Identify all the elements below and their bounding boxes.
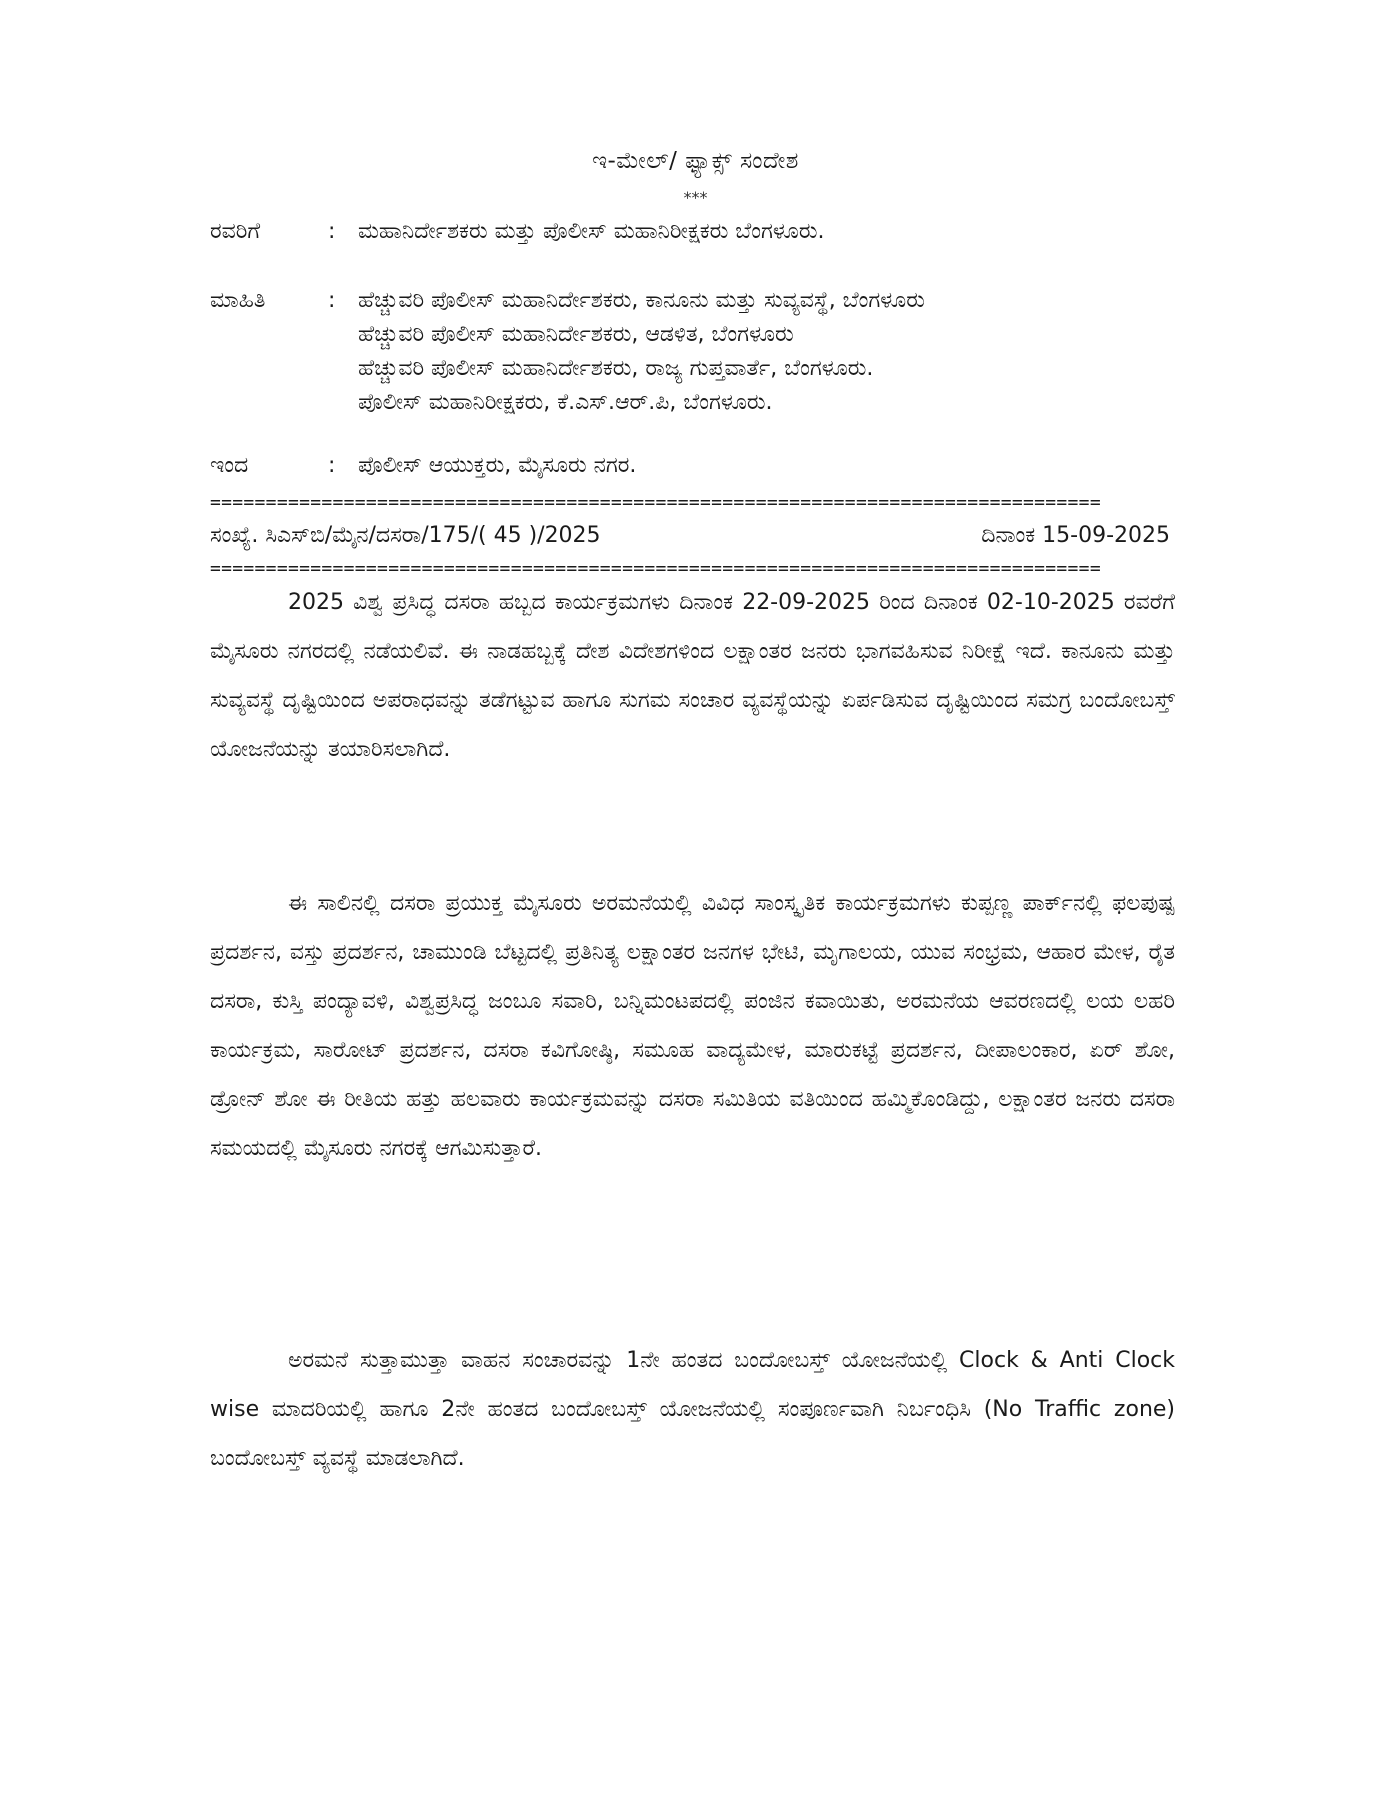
body-paragraph-1: 2025 ವಿಶ್ವ ಪ್ರಸಿದ್ಧ ದಸರಾ ಹಬ್ಬದ ಕಾರ್ಯಕ್ರಮಗಳು ದಿನಾಂಕ 22-09-2025 ರಿಂದ ದಿನಾಂಕ 02-10-2025 ರವರೆಗೆ ಮೈಸೂರು ನಗರದಲ್ಲಿ ನಡೆಯಲಿವೆ. ಈ ನಾಡಹಬ್ಬಕ್ಕೆ ದೇಶ ವಿದೇಶಗಳಿಂದ ಲಕ್ಷಾಂತರ ಜನರು ಭಾಗವಹಿಸುವ ನಿರೀಕ್ಷೆ ಇದೆ. ಕಾನೂನು ಮತ್ತು ಸುವ್ಯವಸ್ಥೆ ದೃಷ್ಟಿಯಿಂದ ಅಪರಾಧವನ್ನು ತಡೆಗಟ್ಟುವ ಹಾಗೂ ಸುಗಮ ಸಂಚಾರ ವ್ಯವಸ್ಥೆಯನ್ನು ಏರ್ಪಡಿಸುವ ದೃಷ್ಟಿಯಿಂದ ಸಮಗ್ರ ಬಂದೋಬಸ್ತ್ ಯೋಜನೆಯನ್ನು ತಯಾರಿಸಲಾಗಿದೆ. xyxy=(210,590,1175,762)
reference-number: ಸಂಖ್ಯೆ. ಸಿಎಸ್‌ಬಿ/ಮೈನ/ದಸರಾ/175/( 45 )/2025 xyxy=(210,523,601,548)
recipient-value: ಮಹಾನಿರ್ದೇಶಕರು ಮತ್ತು ಪೊಲೀಸ್ ಮಹಾನಿರೀಕ್ಷಕರು ಬೆಂಗಳೂರು. xyxy=(358,219,825,244)
sender-value: ಪೊಲೀಸ್ ಆಯುಕ್ತರು, ಮೈಸೂರು ನಗರ. xyxy=(358,453,637,478)
separator-top: ================================================================================ xyxy=(210,492,1101,513)
cc-line: ಹೆಚ್ಚುವರಿ ಪೊಲೀಸ್ ಮಹಾನಿರ್ದೇಶಕರು, ಕಾನೂನು ಮತ್ತು ಸುವ್ಯವಸ್ಥೆ, ಬೆಂಗಳೂರು xyxy=(358,288,925,313)
document-title: ಇ-ಮೇಲ್/ ಫ್ಯಾಕ್ಸ್ ಸಂದೇಶ xyxy=(592,148,799,174)
title-stars: *** xyxy=(683,188,708,207)
cc-line: ಪೊಲೀಸ್ ಮಹಾನಿರೀಕ್ಷಕರು, ಕೆ.ಎಸ್.ಆರ್.ಪಿ, ಬೆಂಗಳೂರು. xyxy=(358,390,773,415)
cc-label: ಮಾಹಿತಿ xyxy=(210,288,266,313)
reference-line xyxy=(210,519,1170,553)
separator-bottom: ================================================================================ xyxy=(210,558,1101,579)
recipient-label: ರವರಿಗೆ xyxy=(210,219,261,244)
sender-row xyxy=(210,449,636,483)
recipient-row xyxy=(210,215,824,249)
body-paragraph-2: ಈ ಸಾಲಿನಲ್ಲಿ ದಸರಾ ಪ್ರಯುಕ್ತ ಮೈಸೂರು ಅರಮನೆಯಲ್ಲಿ ವಿವಿಧ ಸಾಂಸ್ಕೃತಿಕ ಕಾರ್ಯಕ್ರಮಗಳು ಕುಪ್ಪಣ್ಣ ಪಾರ್ಕ್‌ನಲ್ಲಿ ಫಲಪುಷ್ಪ ಪ್ರದರ್ಶನ, ವಸ್ತು ಪ್ರದರ್ಶನ, ಚಾಮುಂಡಿ ಬೆಟ್ಟದಲ್ಲಿ ಪ್ರತಿನಿತ್ಯ ಲಕ್ಷಾಂತರ ಜನಗಳ ಭೇಟಿ, ಮೃಗಾಲಯ, ಯುವ ಸಂಭ್ರಮ, ಆಹಾರ ಮೇಳ, ರೈತ ದಸರಾ, ಕುಸ್ತಿ ಪಂದ್ಯಾವಳಿ, ವಿಶ್ವಪ್ರಸಿದ್ಧ ಜಂಬೂ ಸವಾರಿ, ಬನ್ನಿಮಂಟಪದಲ್ಲಿ ಪಂಜಿನ ಕವಾಯಿತು, ಅರಮನೆಯ ಆವರಣದಲ್ಲಿ ಲಯ ಲಹರಿ ಕಾರ್ಯಕ್ರಮ, ಸಾರೋಟ್ ಪ್ರದರ್ಶನ, ದಸರಾ ಕವಿಗೋಷ್ಠಿ, ಸಮೂಹ ವಾದ್ಯಮೇಳ, ಮಾರುಕಟ್ಟೆ ಪ್ರದರ್ಶನ, ದೀಪಾಲಂಕಾರ, ಏರ್ ಶೋ, ಡ್ರೋನ್ ಶೋ ಈ ರೀತಿಯ ಹತ್ತು ಹಲವಾರು ಕಾರ್ಯಕ್ರಮವನ್ನು ದಸರಾ ಸಮಿತಿಯ ವತಿಯಿಂದ ಹಮ್ಮಿಕೊಂಡಿದ್ದು, ಲಕ್ಷಾಂತರ ಜನರು ದಸರಾ ಸಮಯದಲ್ಲಿ ಮೈಸೂರು ನಗರಕ್ಕೆ ಆಗಮಿಸುತ್ತಾರೆ. xyxy=(210,891,1175,1161)
sender-colon: : xyxy=(328,453,336,478)
cc-row xyxy=(210,284,358,318)
cc-list xyxy=(358,284,925,420)
cc-colon: : xyxy=(328,288,336,313)
sender-label: ಇಂದ xyxy=(210,453,249,478)
recipient-colon: : xyxy=(328,219,336,244)
body-paragraph-3: ಅರಮನೆ ಸುತ್ತಾಮುತ್ತಾ ವಾಹನ ಸಂಚಾರವನ್ನು 1ನೇ ಹಂತದ ಬಂದೋಬಸ್ತ್ ಯೋಜನೆಯಲ್ಲಿ Clock & Anti Clock wise ಮಾದರಿಯಲ್ಲಿ ಹಾಗೂ 2ನೇ ಹಂತದ ಬಂದೋಬಸ್ತ್ ಯೋಜನೆಯಲ್ಲಿ ಸಂಪೂರ್ಣವಾಗಿ ನಿರ್ಬಂಧಿಸಿ (No Traffic zone) ಬಂದೋಬಸ್ತ್ ವ್ಯವಸ್ಥೆ ಮಾಡಲಾಗಿದೆ. xyxy=(210,1348,1175,1471)
reference-date: ದಿನಾಂಕ 15-09-2025 xyxy=(981,523,1170,548)
cc-line: ಹೆಚ್ಚುವರಿ ಪೊಲೀಸ್ ಮಹಾನಿರ್ದೇಶಕರು, ಆಡಳಿತ, ಬೆಂಗಳೂರು xyxy=(358,322,794,347)
cc-line: ಹೆಚ್ಚುವರಿ ಪೊಲೀಸ್ ಮಹಾನಿರ್ದೇಶಕರು, ರಾಜ್ಯ ಗುಪ್ತವಾರ್ತೆ, ಬೆಂಗಳೂರು. xyxy=(358,356,874,381)
